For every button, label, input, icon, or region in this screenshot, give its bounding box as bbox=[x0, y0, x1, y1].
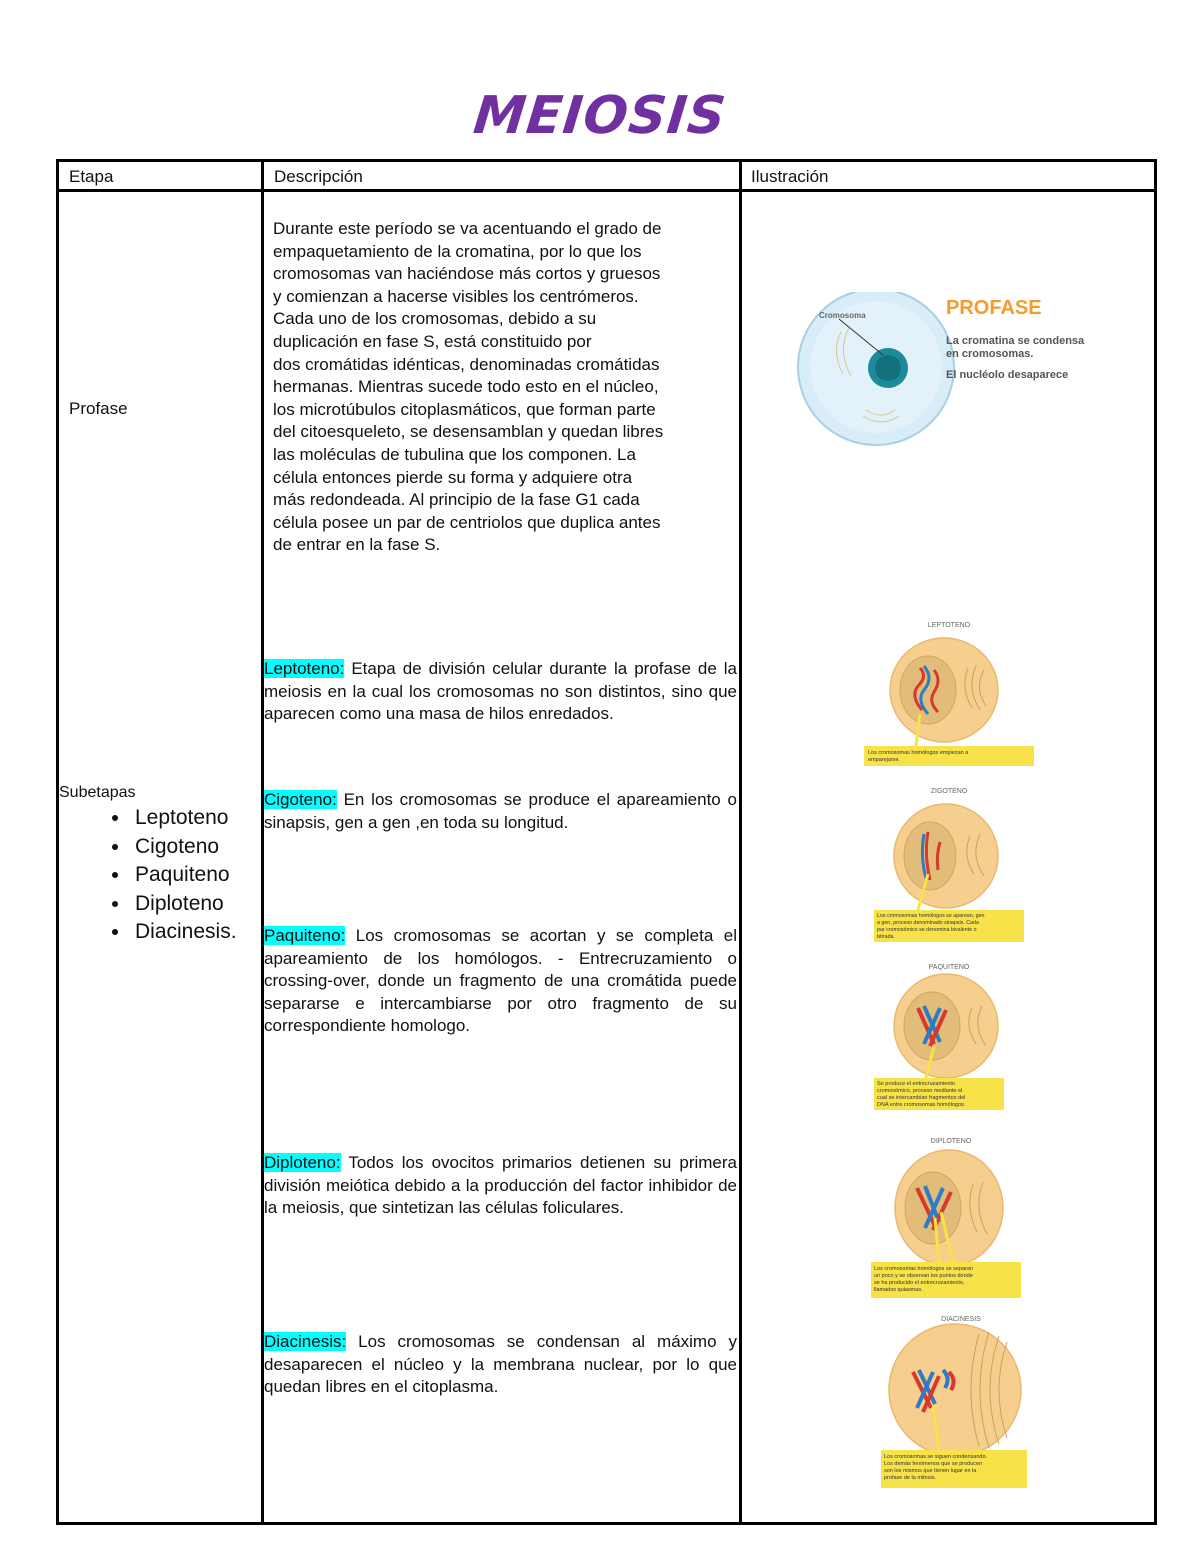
figure-heading: DIACINESIS bbox=[941, 1316, 981, 1323]
figure-caption: par cromosómico se denomina bivalente o bbox=[877, 927, 977, 933]
list-item: • Leptoteno bbox=[131, 804, 237, 833]
diploteno-description bbox=[264, 1152, 737, 1220]
list-item: • Diacinesis. bbox=[131, 918, 237, 947]
column-divider bbox=[261, 162, 264, 1522]
page-title: MEIOSIS bbox=[470, 86, 730, 146]
diacinesis-illustration bbox=[879, 1312, 1039, 1497]
profase-line: del citoesqueleto, se desensamblan y quedan libres bbox=[273, 422, 664, 442]
list-item: • Diploteno bbox=[131, 890, 237, 919]
figure-heading: LEPTOTENO bbox=[927, 622, 971, 629]
profase-line: y comienzan a hacerse visibles los centrómeros. bbox=[273, 286, 639, 306]
profase-line: de entrar en la fase S. bbox=[273, 535, 441, 555]
figure-caption: a gen, proceso denominado sinapsis. Cada bbox=[877, 920, 979, 926]
header-divider bbox=[59, 189, 1154, 192]
figure-caption: se ha producido el entrecruzamiento, bbox=[874, 1280, 965, 1286]
figure-caption: tétrada. bbox=[877, 934, 895, 940]
profase-line: cromosomas van haciéndose más cortos y gruesos bbox=[273, 264, 661, 284]
leptoteno-description bbox=[264, 658, 737, 726]
figure-caption: Los cromosomas homólogos se separan bbox=[874, 1266, 974, 1272]
profase-line: hermanas. Mientras sucede todo esto en el núcleo, bbox=[273, 377, 659, 397]
figure-caption: DNA entre cromosomas homólogos. bbox=[877, 1102, 966, 1108]
figure-caption: Los cromosomas homólogos empiezan a bbox=[868, 750, 969, 756]
term-highlight: Leptoteno: bbox=[264, 659, 345, 678]
profase-line: duplicación en fase S, está constituido por bbox=[273, 331, 592, 351]
stage-profase: Profase bbox=[69, 399, 128, 418]
zigoteno-illustration bbox=[874, 784, 1024, 944]
figure-caption: Los cromosomas homólogos se aparean, gen bbox=[877, 913, 985, 919]
diacinesis-description bbox=[264, 1331, 737, 1399]
figure-caption: un poco y se observan los puntos donde bbox=[874, 1273, 973, 1279]
diploteno-illustration bbox=[869, 1134, 1029, 1304]
column-divider bbox=[739, 162, 742, 1522]
profase-line: Cada uno de los cromosomas, debido a su bbox=[273, 309, 597, 329]
figure-caption: profase de la mitosis. bbox=[884, 1475, 936, 1481]
header-etapa: Etapa bbox=[69, 167, 114, 186]
leptoteno-illustration bbox=[864, 618, 1034, 778]
profase-note: El nucléolo desaparece bbox=[946, 369, 1069, 381]
profase-line: dos cromátidas idénticas, denominadas cromátidas bbox=[273, 354, 660, 374]
cell-body bbox=[889, 1324, 1021, 1456]
subetapas-label: Subetapas bbox=[59, 784, 136, 801]
profase-line: más redondeada. Al principio de la fase G1 cada bbox=[273, 490, 640, 510]
cigoteno-description bbox=[264, 789, 737, 834]
profase-description bbox=[273, 218, 733, 557]
paquiteno-illustration bbox=[874, 960, 1024, 1110]
caption-box bbox=[864, 746, 1034, 766]
profase-line: Durante este período se va acentuando el grado de bbox=[273, 219, 662, 238]
header-ilustracion: Ilustración bbox=[751, 167, 829, 186]
figure-caption: emparejarse. bbox=[868, 757, 901, 763]
paquiteno-description bbox=[264, 925, 737, 1038]
figure-caption: llamados quiasmas. bbox=[874, 1287, 923, 1293]
term-highlight: Paquiteno: bbox=[264, 926, 346, 945]
figure-heading: ZIGOTENO bbox=[930, 788, 968, 795]
figure-heading: DIPLOTENO bbox=[930, 1138, 972, 1145]
figure-caption: son los mismos que tienen lugar en la bbox=[884, 1468, 977, 1474]
profase-line: las moléculas de tubulina que los componen. La bbox=[273, 444, 636, 464]
profase-heading: PROFASE bbox=[946, 297, 1042, 319]
figure-caption: cromosómico, proceso mediante el bbox=[877, 1088, 963, 1094]
list-item: • Paquiteno bbox=[131, 861, 237, 890]
nucleus-core bbox=[875, 355, 901, 381]
figure-caption: cual se intercambian fragmentos del bbox=[877, 1095, 966, 1101]
profase-line: los microtúbulos citoplasmáticos, que forman parte bbox=[273, 399, 656, 419]
term-highlight: Diacinesis: bbox=[264, 1332, 347, 1351]
profase-note: La cromatina se condensa bbox=[946, 335, 1085, 347]
figure-caption: Los cromosomas se siguen condensando. bbox=[884, 1454, 988, 1460]
figure-caption: Se produce el entrecruzamiento bbox=[877, 1081, 955, 1087]
description-text: Los cromosomas se condensan al máximo y desaparecen el núcleo y la membrana nuclear, por lo que quedan libres en el citoplasma. bbox=[264, 1332, 737, 1397]
description-text: Los cromosomas se acortan y se completa el apareamiento de los homólogos. - Entrecruzamiento o crossing-over, donde un fragmento de una cromátida puede separarse e intercambiarse por otro fragmento de su correspondiente homologo. bbox=[264, 926, 737, 1036]
figure-caption: Los demás fenómenos que se producen bbox=[884, 1461, 983, 1467]
description-text: Etapa de división celular durante la profase de la meiosis en la cual los cromosomas no son distintos, sino que aparecen como una masa de hilos enredados. bbox=[264, 659, 737, 724]
profase-illustration bbox=[771, 292, 1121, 462]
term-highlight: Diploteno: bbox=[264, 1153, 341, 1172]
list-item: • Cigoteno bbox=[131, 833, 237, 862]
meiosis-table bbox=[56, 159, 1157, 1525]
pointer-label: Cromosoma bbox=[819, 311, 866, 320]
subetapas-list bbox=[69, 804, 237, 947]
profase-line: empaquetamiento de la cromatina, por lo que los bbox=[273, 241, 642, 261]
description-text: Todos los ovocitos primarios detienen su primera división meiótica debido a la producción del factor inhibidor de la meiosis, que sintetizan las células foliculares. bbox=[264, 1153, 737, 1218]
profase-line: célula posee un par de centriolos que duplica antes bbox=[273, 512, 661, 532]
profase-note: en cromosomas. bbox=[946, 348, 1034, 360]
description-text: En los cromosomas se produce el apareamiento o sinapsis, gen a gen ,en toda su longitud. bbox=[264, 790, 737, 832]
figure-heading: PAQUITENO bbox=[928, 964, 970, 971]
profase-line: célula entonces pierde su forma y adquiere otra bbox=[273, 467, 633, 487]
term-highlight: Cigoteno: bbox=[264, 790, 337, 809]
header-descripcion: Descripción bbox=[274, 167, 363, 186]
